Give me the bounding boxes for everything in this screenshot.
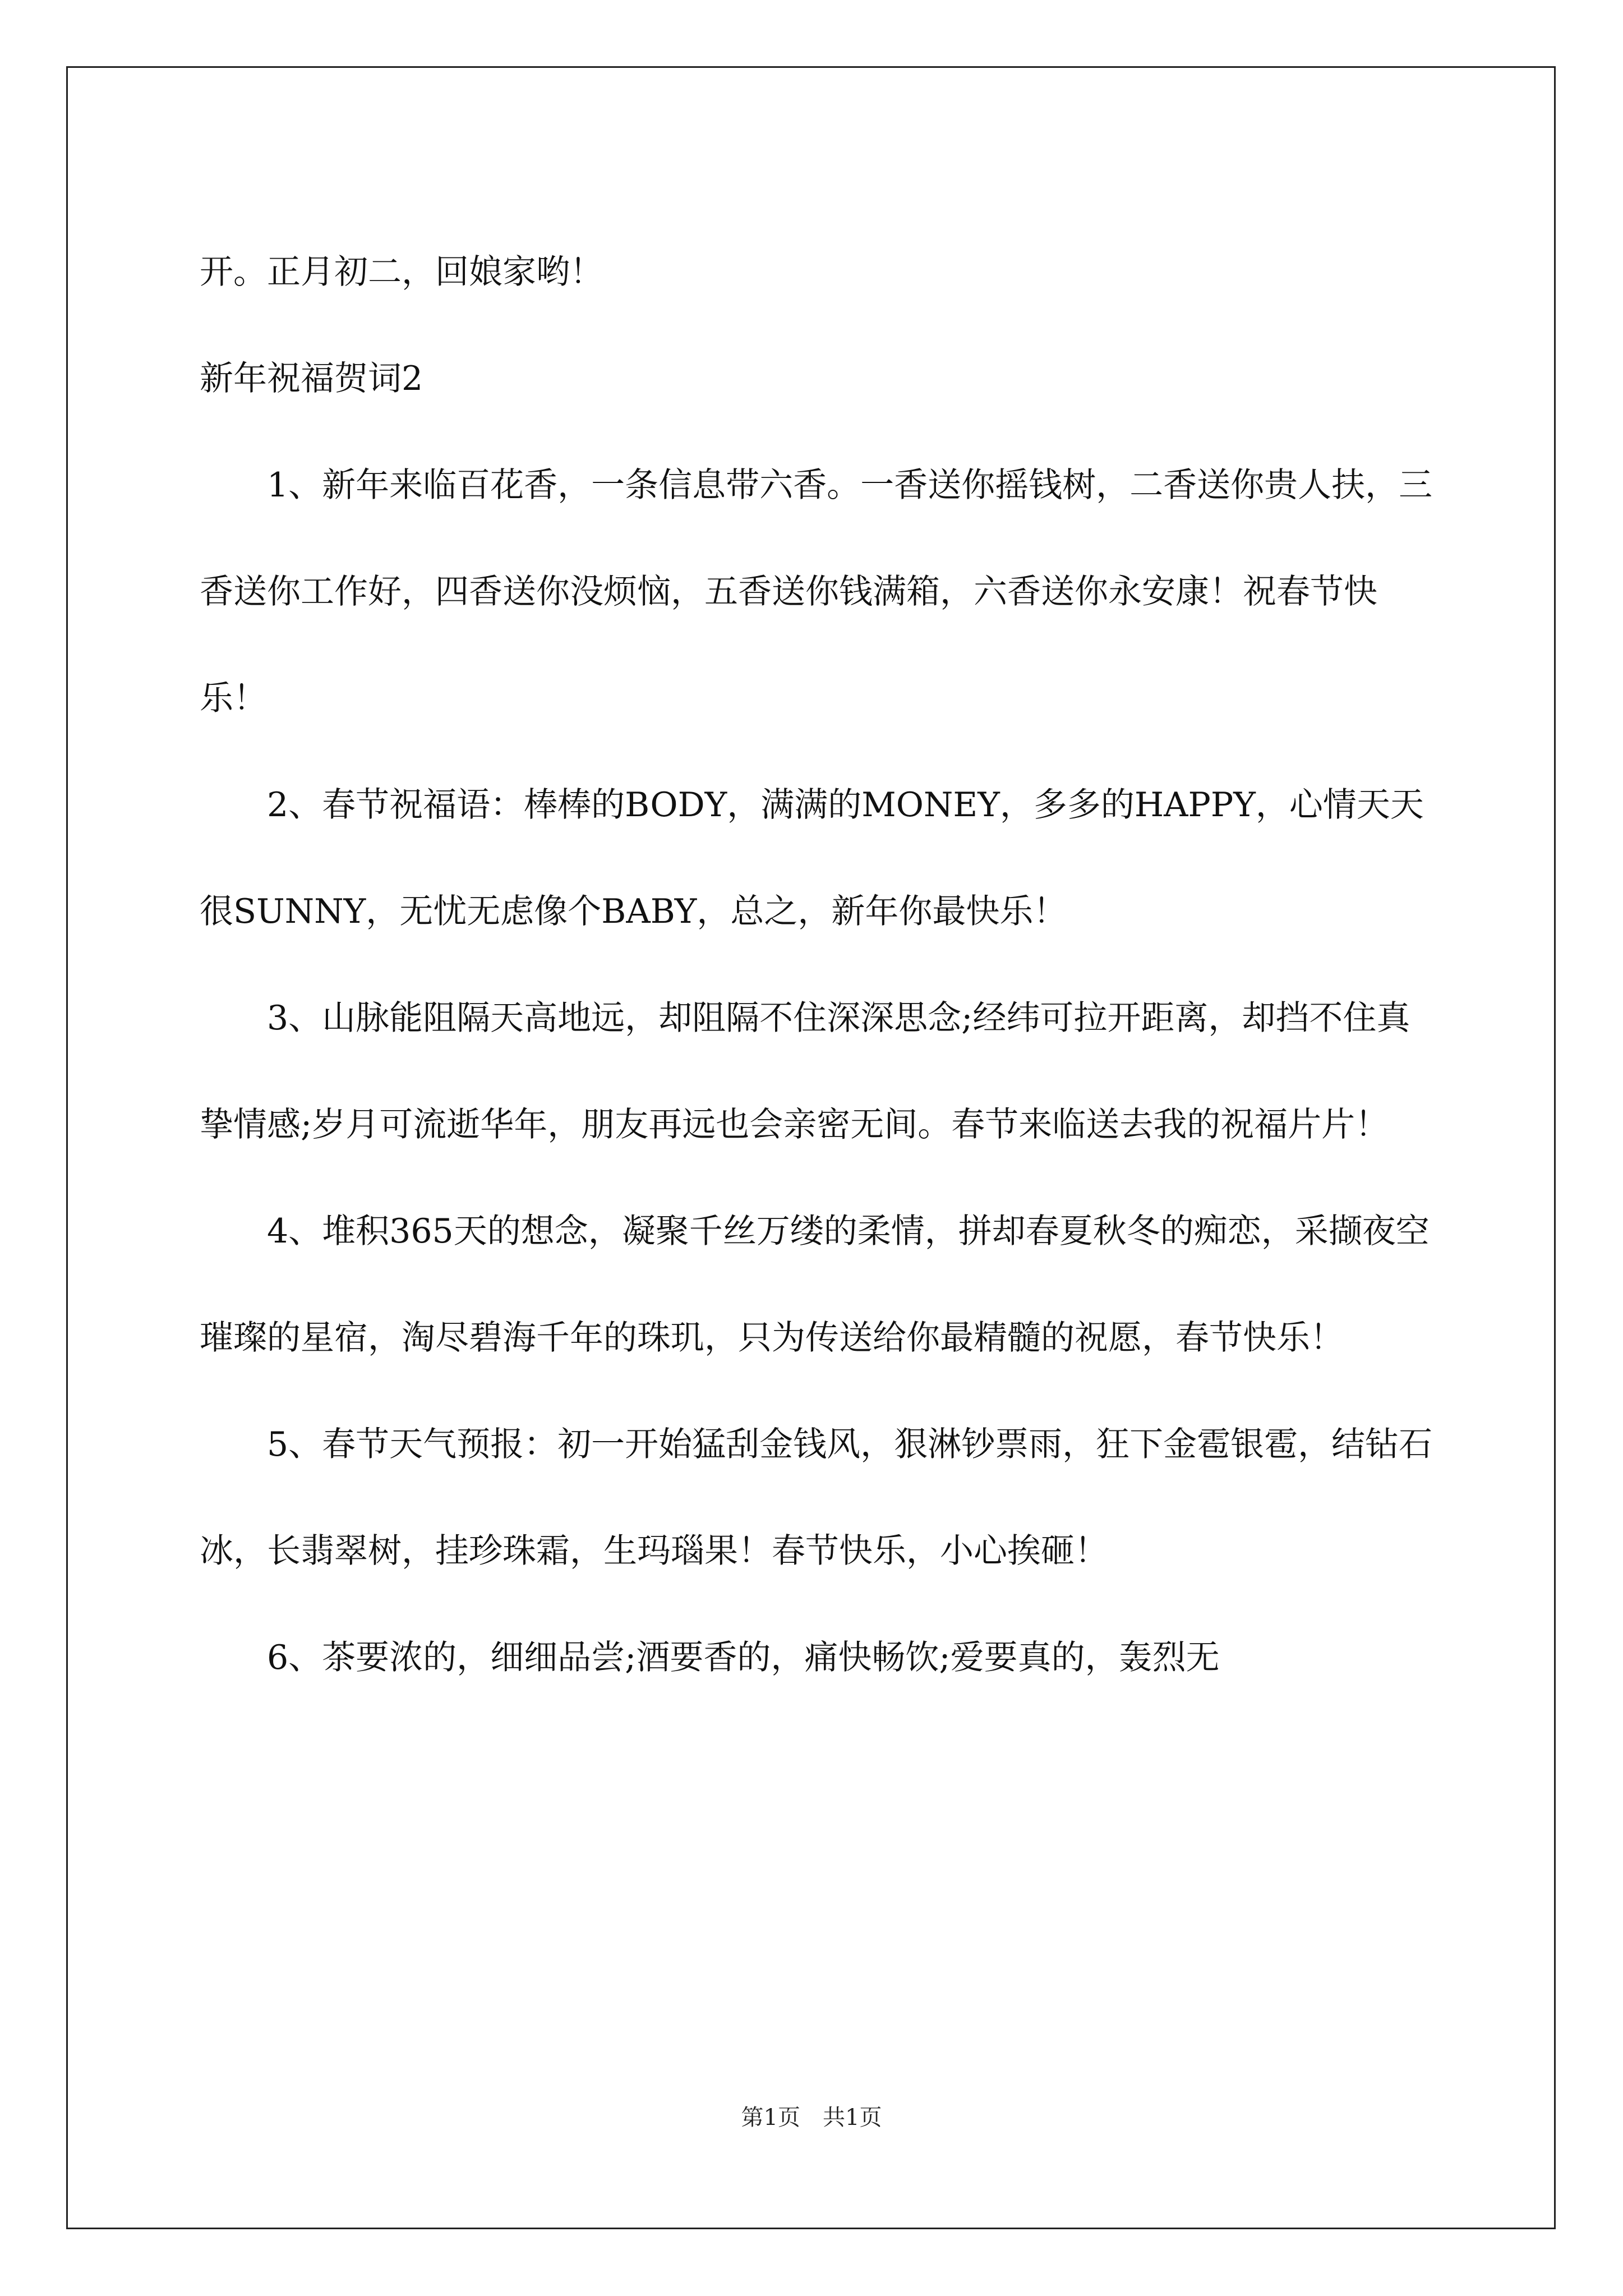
section-heading: 新年祝福贺词2 <box>200 359 423 398</box>
greeting-item-4: 4、堆积365天的想念，凝聚千丝万缕的柔情，拼却春夏秋冬的痴恋，采撷夜空璀璨的星宿，淘尽碧海千年的珠玑，只为传送给你最精髓的祝愿，春节快乐！ <box>200 1212 1430 1358</box>
greeting-item-1: 1、新年来临百花香，一条信息带六香。一香送你摇钱树，二香送你贵人扶，三香送你工作好，四香送你没烦恼，五香送你钱满箱，六香送你永安康！祝春节快乐！ <box>200 466 1433 718</box>
paragraph-continuation: 开。正月初二，回娘家哟！ <box>200 252 603 292</box>
greeting-item-3: 3、山脉能阻隔天高地远，却阻隔不住深深思念;经纬可拉开距离，却挡不住真挚情感;岁月可流逝华年，朋友再远也会亲密无间。春节来临送去我的祝福片片！ <box>200 999 1410 1144</box>
greeting-item-5: 5、春节天气预报：初一开始猛刮金钱风，狠淋钞票雨，狂下金雹银雹，结钻石冰，长翡翠树，挂珍珠霜，生玛瑙果！春节快乐，小心挨砸！ <box>200 1425 1433 1571</box>
greeting-item-2: 2、春节祝福语：棒棒的BODY，满满的MONEY，多多的HAPPY，心情天天很SUNNY，无忧无虑像个BABY，总之，新年你最快乐！ <box>200 785 1424 931</box>
page-footer: 第1页 共1页 <box>741 2105 882 2131</box>
greeting-item-6: 6、茶要浓的，细细品尝;酒要香的，痛快畅饮;爱要真的，轰烈无 <box>267 1638 1220 1677</box>
document-body <box>200 219 1433 1711</box>
